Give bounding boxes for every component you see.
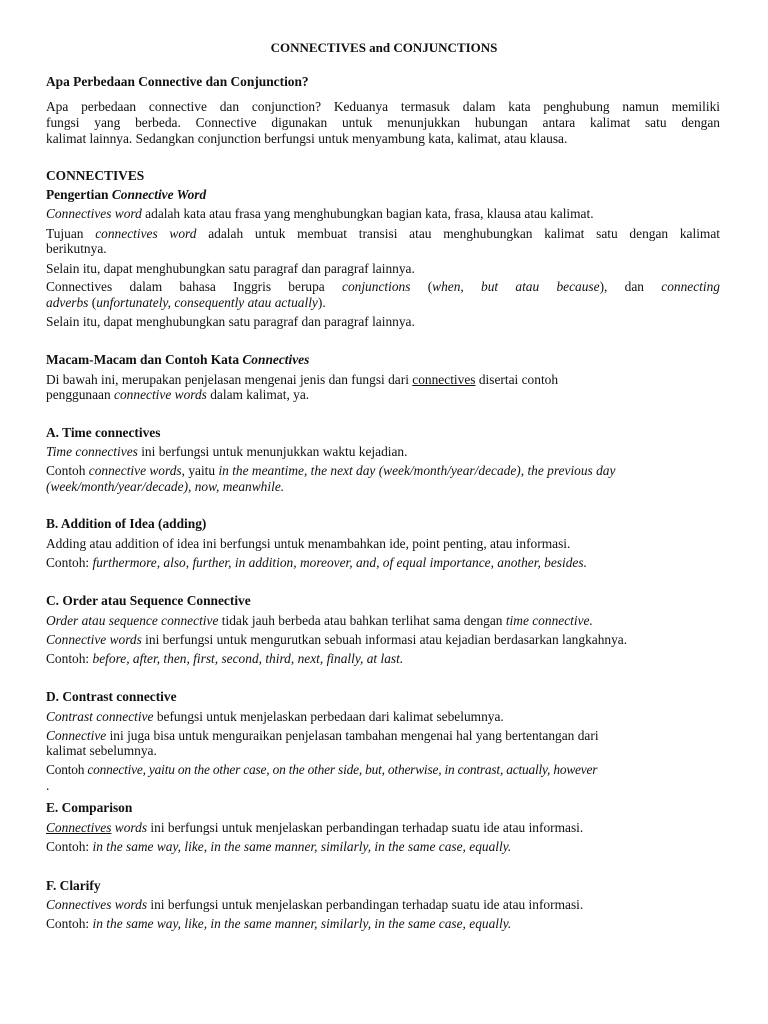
section-c-heading: C. Order atau Sequence Connective bbox=[46, 593, 251, 608]
term: time connective. bbox=[505, 613, 593, 628]
examples: furthermore, also, further, in addition, moreover, and, of equal importance, another, besides. bbox=[92, 555, 587, 570]
term: unfortunately, consequently atau actually bbox=[96, 295, 318, 310]
term: Connective bbox=[46, 728, 107, 743]
connectives-line-2b: berikutnya. bbox=[46, 241, 107, 256]
heading-text: Macam-Macam dan Contoh Kata bbox=[46, 352, 243, 367]
term: Connectives words bbox=[46, 897, 148, 912]
text: ( bbox=[410, 279, 433, 294]
text: Contoh bbox=[46, 762, 88, 777]
pengertian-term: Connective Word bbox=[111, 187, 207, 202]
text: ini berfungsi untuk menjelaskan perbandingan terhadap suatu ide atau informasi. bbox=[147, 897, 584, 912]
intro-line-1: Apa perbedaan connective dan conjunction? Keduanya termasuk dalam kata penghubung namun memiliki bbox=[46, 99, 720, 114]
text: adalah untuk membuat transisi atau menghubungkan kalimat satu dengan kalimat bbox=[196, 226, 721, 241]
connectives-line-6: Selain itu, dapat menghubungkan satu paragraf dan paragraf lainnya. bbox=[46, 314, 415, 329]
text: ini berfungsi untuk menunjukkan waktu kejadian. bbox=[137, 444, 408, 459]
section-a-line-2 bbox=[46, 463, 720, 479]
connectives-line-1 bbox=[46, 206, 720, 222]
section-f-line-1 bbox=[46, 897, 720, 913]
connectives-line-3: Selain itu, dapat menghubungkan satu paragraf dan paragraf lainnya. bbox=[46, 261, 415, 276]
term: Order atau sequence connective bbox=[46, 613, 219, 628]
term: when, but atau because bbox=[432, 279, 600, 294]
text: befungsi untuk menjelaskan perbedaan dari kalimat sebelumnya. bbox=[153, 709, 504, 724]
examples: in the same way, like, in the same manner, similarly, in the same case, equally. bbox=[92, 916, 512, 931]
term: connective words bbox=[88, 463, 182, 478]
term: Contrast connective bbox=[46, 709, 154, 724]
question-heading: Apa Perbedaan Connective dan Conjunction? bbox=[46, 74, 309, 89]
text: Contoh: bbox=[46, 839, 93, 854]
examples: in the same way, like, in the same manner, similarly, in the same case, equally. bbox=[92, 839, 512, 854]
macam-line-2 bbox=[46, 387, 720, 403]
section-c-line-1 bbox=[46, 613, 720, 629]
term: connecting bbox=[661, 279, 720, 294]
section-e-line-2 bbox=[46, 839, 720, 855]
text: ( bbox=[88, 295, 97, 310]
section-c-line-2 bbox=[46, 632, 720, 648]
text: Contoh bbox=[46, 463, 89, 478]
text: ini juga bisa untuk menguraikan penjelasan tambahan mengenai hal yang bertentangan dari bbox=[106, 728, 599, 743]
section-d-line-3: kalimat sebelumnya. bbox=[46, 743, 157, 758]
pengertian-heading bbox=[46, 187, 720, 203]
text: Tujuan bbox=[46, 226, 96, 241]
examples: in the meantime, the next day (week/month/year/decade), the previous day bbox=[218, 463, 616, 478]
text: disertai contoh bbox=[475, 372, 559, 387]
text: , yaitu bbox=[181, 463, 219, 478]
section-a-line-1 bbox=[46, 444, 720, 460]
section-d-line-2 bbox=[46, 728, 720, 744]
heading-term: Connectives bbox=[242, 352, 310, 367]
text: dalam kalimat, ya. bbox=[206, 387, 310, 402]
text: Contoh: bbox=[46, 916, 93, 931]
connectives-line-5 bbox=[46, 295, 720, 311]
connectives-heading: CONNECTIVES bbox=[46, 168, 145, 183]
term: Connectives word bbox=[46, 206, 142, 221]
connectives-link[interactable]: connectives bbox=[412, 372, 476, 387]
examples: before, after, then, first, second, third, next, finally, at last. bbox=[92, 651, 404, 666]
connectives-line-4 bbox=[46, 279, 720, 295]
text: ). bbox=[317, 295, 326, 310]
section-a-heading: A. Time connectives bbox=[46, 425, 161, 440]
term: adverbs bbox=[46, 295, 89, 310]
text: tidak jauh berbeda atau bahkan terlihat sama dengan bbox=[218, 613, 506, 628]
section-d-line-5: . bbox=[46, 778, 50, 793]
term: connective words bbox=[114, 387, 207, 402]
text: Connectives dalam bahasa Inggris berupa bbox=[46, 279, 342, 294]
section-c-line-3 bbox=[46, 651, 720, 667]
text: penggunaan bbox=[46, 387, 115, 402]
macam-heading bbox=[46, 352, 720, 368]
intro-line-2: fungsi yang berbeda. Connective digunakan untuk menunjukkan hubungan antara kalimat satu dengan bbox=[46, 115, 720, 130]
text: ), dan bbox=[599, 279, 662, 294]
connectives-line-2 bbox=[46, 226, 720, 242]
section-e-heading: E. Comparison bbox=[46, 800, 133, 815]
term: connectives word bbox=[95, 226, 197, 241]
section-e-line-1 bbox=[46, 820, 720, 836]
section-f-heading: F. Clarify bbox=[46, 878, 101, 893]
section-d-line-1 bbox=[46, 709, 720, 725]
section-d-heading: D. Contrast connective bbox=[46, 689, 177, 704]
section-b-line-1: Adding atau addition of idea ini berfungsi untuk menambahkan ide, point penting, atau informasi. bbox=[46, 536, 571, 551]
pengertian-label: Pengertian bbox=[46, 187, 112, 202]
term: words bbox=[111, 820, 148, 835]
macam-line-1 bbox=[46, 372, 720, 388]
text: adalah kata atau frasa yang menghubungkan bagian kata, frasa, klausa atau kalimat. bbox=[141, 206, 594, 221]
examples: connective, yaitu on the other case, on the other side, but, otherwise, in contrast, actually, however bbox=[87, 762, 598, 777]
text: ini berfungsi untuk menjelaskan perbandingan terhadap suatu ide atau informasi. bbox=[147, 820, 584, 835]
text: Contoh: bbox=[46, 651, 93, 666]
section-a-line-3: (week/month/year/decade), now, meanwhile. bbox=[46, 479, 285, 494]
intro-line-3: kalimat lainnya. Sedangkan conjunction berfungsi untuk menyambung kata, kalimat, atau klausa. bbox=[46, 131, 568, 146]
section-f-line-2 bbox=[46, 916, 720, 932]
term: Connective words bbox=[46, 632, 142, 647]
term: conjunctions bbox=[342, 279, 411, 294]
text: ini berfungsi untuk mengurutkan sebuah informasi atau kejadian berdasarkan langkahnya. bbox=[141, 632, 628, 647]
text: Di bawah ini, merupakan penjelasan mengenai jenis dan fungsi dari bbox=[46, 372, 413, 387]
text: Contoh: bbox=[46, 555, 93, 570]
section-d-line-4 bbox=[46, 762, 720, 778]
connectives-link[interactable]: Connectives bbox=[46, 820, 112, 835]
term: Time connectives bbox=[46, 444, 138, 459]
section-b-heading: B. Addition of Idea (adding) bbox=[46, 516, 207, 531]
doc-title: CONNECTIVES and CONJUNCTIONS bbox=[270, 40, 498, 55]
section-b-line-2 bbox=[46, 555, 720, 571]
